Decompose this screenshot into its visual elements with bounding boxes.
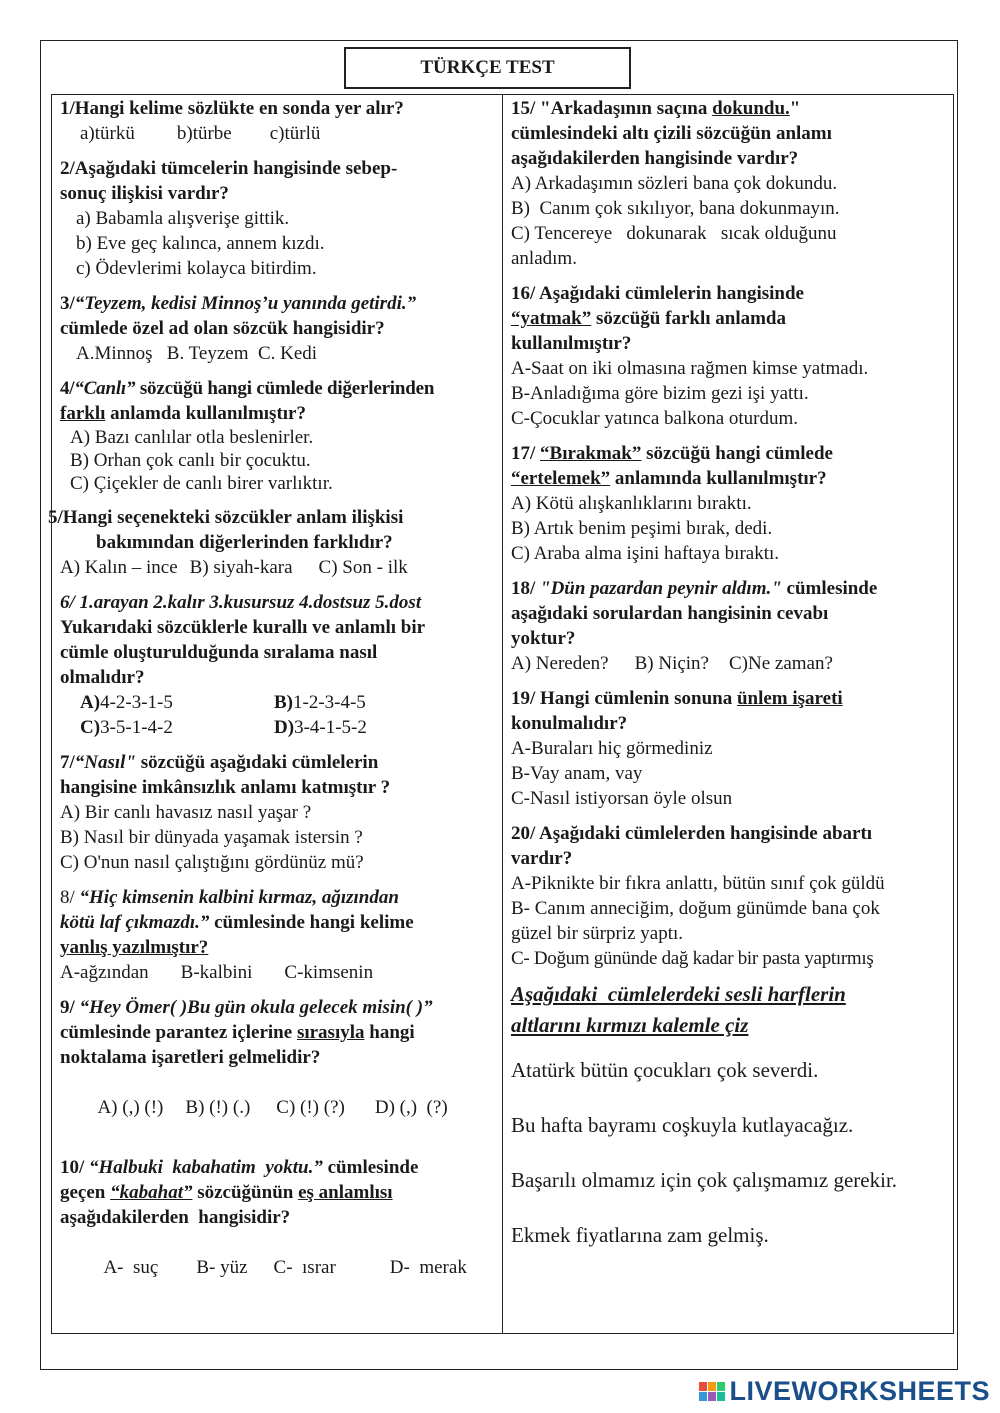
q6-option-c[interactable]: C)3-5-1-4-2: [80, 717, 173, 738]
q7-option-a[interactable]: A) Bir canlı havasız nasıl yaşar ?: [60, 802, 312, 823]
question-20: [511, 821, 949, 971]
question-1: [60, 96, 500, 146]
q8-line-3: yanlış yazılmıştır?: [60, 937, 209, 958]
q6-number: 6/: [60, 592, 75, 613]
q4-underlined-word: farklı: [60, 403, 106, 424]
q20-option-a[interactable]: A-Piknikte bir fıkra anlattı, bütün sınıf çok güldü: [511, 873, 885, 894]
q8-quote-1: “Hiç kimsenin kalbini kırmaz, ağızından: [79, 887, 399, 908]
question-2: [60, 156, 500, 281]
q6-option-b[interactable]: B)1-2-3-4-5: [274, 692, 366, 713]
q6-words: 1.arayan 2.kalır 3.kusursuz 4.dostsuz 5.dost: [74, 592, 422, 613]
question-19: [511, 686, 949, 811]
q9-option-d[interactable]: D) (,) (?): [374, 1097, 448, 1118]
task-title-line-2: altlarını kırmızı kalemle çiz: [511, 1013, 749, 1037]
q19-text: 19/ Hangi cümlenin sonuna: [511, 688, 737, 709]
q10-option-d[interactable]: D- merak: [389, 1257, 467, 1278]
question-16: [511, 281, 949, 431]
q16-line-3: kullanılmıştır?: [511, 333, 632, 354]
q10-text: cümlesinde: [322, 1157, 419, 1178]
q18-option-a[interactable]: A) Nereden?: [511, 653, 609, 674]
q19-option-a[interactable]: A-Buraları hiç görmediniz: [511, 738, 713, 759]
logo-square-3: [717, 1382, 725, 1391]
q17-quote-2: “ertelemek”: [511, 468, 611, 489]
question-9: [60, 995, 500, 1145]
q15-option-a[interactable]: A) Arkadaşımın sözleri bana çok dokundu.: [511, 173, 838, 194]
question-15: [511, 96, 949, 271]
q8-text: cümlesinde hangi kelime: [209, 912, 414, 933]
question-7: [60, 750, 500, 875]
q16-text: sözcüğü farklı anlamda: [591, 308, 787, 329]
q3-options[interactable]: A.Minnoş B. Teyzem C. Kedi: [76, 343, 318, 364]
q6-option-d[interactable]: D)3-4-1-5-2: [274, 717, 367, 738]
q15-underlined-word: dokundu.: [712, 98, 790, 119]
q16-option-a[interactable]: A-Saat on iki olmasına rağmen kimse yatmadı.: [511, 358, 869, 379]
q10-underlined-words: eş anlamlısı: [298, 1182, 393, 1203]
q17-quote: “Bırakmak”: [540, 443, 642, 464]
q18-line-3: yoktur?: [511, 628, 576, 649]
q1-option-c[interactable]: c)türlü: [269, 123, 321, 144]
q18-quote: "Dün pazardan peynir aldım.": [540, 578, 782, 599]
q2-option-c[interactable]: c) Ödevlerimi kolayca bitirdim.: [76, 258, 317, 279]
q1-option-b[interactable]: b)türbe: [176, 123, 232, 144]
page-title: TÜRKÇE TEST: [344, 47, 631, 89]
q1-options: [60, 121, 500, 146]
question-8: [60, 885, 500, 985]
q9-line-3: noktalama işaretleri gelmelidir?: [60, 1047, 321, 1068]
right-column: [511, 96, 949, 1249]
q18-option-b[interactable]: B) Niçin?: [634, 653, 709, 674]
q10-text-2a: geçen: [60, 1182, 111, 1203]
q9-number: 9/: [60, 997, 80, 1018]
q4-text-2: anlamda kullanılmıştır?: [105, 403, 306, 424]
q18-text: cümlesinde: [781, 578, 878, 599]
q9-quote: “Hey Ömer( )Bu gün okula gelecek misin( )”: [79, 997, 433, 1018]
q7-line-2: hangisine imkânsızlık anlamı katmıştır ?: [60, 777, 391, 798]
q9-option-b[interactable]: B) (!) (.): [185, 1097, 251, 1118]
q20-line-2: vardır?: [511, 848, 573, 869]
q4-text: sözcüğü hangi cümlede diğerlerinden: [135, 378, 435, 399]
q15-line-2: cümlesindeki altı çizili sözcüğün anlamı: [511, 123, 832, 144]
task-sentence-4[interactable]: Ekmek fiyatlarına zam gelmiş.: [511, 1223, 769, 1247]
q8-option-a[interactable]: A-ağzından: [60, 962, 149, 983]
question-6: [60, 590, 500, 740]
q16-option-c[interactable]: C-Çocuklar yatınca balkona oturdum.: [511, 408, 799, 429]
q17-text-2: anlamında kullanılmıştır?: [610, 468, 827, 489]
column-divider: [502, 94, 503, 1334]
liveworksheets-logo: [699, 1376, 990, 1407]
q2-line-2: sonuç ilişkisi vardır?: [60, 183, 229, 204]
q4-option-c[interactable]: C) Çiçekler de canlı birer varlıktır.: [70, 473, 333, 494]
q18-option-c[interactable]: C)Ne zaman?: [729, 653, 833, 674]
logo-icon: [699, 1382, 725, 1401]
q5-option-c[interactable]: C) Son - ilk: [318, 557, 408, 578]
q10-option-c[interactable]: C- ısrar: [273, 1257, 336, 1278]
logo-text: LIVEWORKSHEETS: [729, 1376, 990, 1406]
q5-option-b[interactable]: B) siyah-kara: [189, 557, 293, 578]
q17-option-b[interactable]: B) Artık benim peşimi bırak, dedi.: [511, 518, 773, 539]
q19-option-b[interactable]: B-Vay anam, vay: [511, 763, 643, 784]
q20-option-b[interactable]: B- Canım anneciğim, doğum günümde bana çok güzel bir sürpriz yaptı.: [511, 898, 880, 944]
q6-option-a[interactable]: A)4-2-3-1-5: [80, 692, 173, 713]
q8-quote-2: kötü laf çıkmazdı.”: [60, 912, 210, 933]
q20-option-c[interactable]: C- Doğum gününde dağ kadar bir pasta yaptırmış: [511, 948, 874, 969]
q10-option-a[interactable]: A- suç: [103, 1257, 159, 1278]
q4-option-a[interactable]: A) Bazı canlılar otla beslenirler.: [70, 427, 314, 448]
q6-line-2: Yukarıdaki sözcüklerle kurallı ve anlamlı bir: [60, 617, 426, 638]
q5-line-1: 5/Hangi seçenekteki sözcükler anlam ilişkisi: [48, 507, 404, 528]
q9-option-c[interactable]: C) (!) (?): [276, 1097, 345, 1118]
logo-square-4: [699, 1392, 707, 1401]
q19-line-2: konulmalıdır?: [511, 713, 628, 734]
task-sentence-2[interactable]: Bu hafta bayramı coşkuyla kutlayacağız.: [511, 1113, 854, 1137]
q3-quote: “Teyzem, kedisi Minnoş’u yanında getirdi.”: [74, 293, 417, 314]
q9-underlined-word: sırasıyla: [296, 1022, 365, 1043]
logo-square-2: [708, 1382, 716, 1391]
q15-option-c[interactable]: C) Tencereye dokunarak sıcak olduğunu anladım.: [511, 223, 837, 269]
q15-text-b: ": [789, 98, 801, 119]
underline-task: [511, 981, 949, 1249]
q6-line-4: olmalıdır?: [60, 667, 145, 688]
task-title-line-1: Aşağıdaki cümlelerdeki sesli harflerin: [511, 982, 846, 1006]
q7-text: sözcüğü aşağıdaki cümlelerin: [136, 752, 379, 773]
question-3: [60, 291, 500, 366]
q16-line-1: 16/ Aşağıdaki cümlelerin hangisinde: [511, 283, 804, 304]
q17-text: sözcüğü hangi cümlede: [641, 443, 833, 464]
q8-number: 8/: [60, 887, 80, 908]
q8-option-b[interactable]: B-kalbini: [180, 962, 253, 983]
q19-option-c[interactable]: C-Nasıl istiyorsan öyle olsun: [511, 788, 733, 809]
q10-text-2b: sözcüğünün: [192, 1182, 299, 1203]
q8-option-c[interactable]: C-kimsenin: [284, 962, 374, 983]
q4-quote: “Canlı”: [74, 378, 136, 399]
q2-line-1: 2/Aşağıdaki tümcelerin hangisinde sebep-: [60, 158, 398, 179]
q2-option-a[interactable]: a) Babamla alışverişe gittik.: [76, 208, 290, 229]
q10-quote-2: “kabahat”: [110, 1182, 193, 1203]
left-column: [48, 96, 500, 1315]
question-18: [511, 576, 949, 676]
q10-line-3: aşağıdakilerden hangisidir?: [60, 1207, 291, 1228]
q7-option-b[interactable]: B) Nasıl bir dünyada yaşamak istersin ?: [60, 827, 363, 848]
logo-square-1: [699, 1382, 707, 1391]
q17-option-c[interactable]: C) Araba alma işini haftaya bıraktı.: [511, 543, 780, 564]
q4-number: 4/: [60, 378, 75, 399]
q9-option-a[interactable]: A) (,) (!): [97, 1097, 164, 1118]
q3-number: 3/: [60, 293, 75, 314]
q1-text: 1/Hangi kelime sözlükte en sonda yer alır?: [60, 98, 404, 119]
q17-option-a[interactable]: A) Kötü alışkanlıklarını bıraktı.: [511, 493, 752, 514]
q19-underlined-words: ünlem işareti: [736, 688, 843, 709]
q5-option-a[interactable]: A) Kalın – ince: [60, 557, 178, 578]
q9-text-b: hangi: [364, 1022, 415, 1043]
question-10: [60, 1155, 500, 1305]
task-sentence-3[interactable]: Başarılı olmamız için çok çalışmamız gerekir.: [511, 1168, 898, 1192]
q10-option-b[interactable]: B- yüz: [196, 1257, 248, 1278]
q15-option-b[interactable]: B) Canım çok sıkılıyor, bana dokunmayın.: [511, 198, 840, 219]
q10-quote: “Halbuki kabahatim yoktu.”: [89, 1157, 323, 1178]
question-17: [511, 441, 949, 566]
q15-text-a: 15/ "Arkadaşının saçına: [511, 98, 713, 119]
q18-line-2: aşağıdaki sorulardan hangisinin cevabı: [511, 603, 829, 624]
q10-number: 10/: [60, 1157, 90, 1178]
q18-number: 18/: [511, 578, 541, 599]
question-5: [48, 505, 500, 580]
q4-option-b[interactable]: B) Orhan çok canlı bir çocuktu.: [70, 450, 311, 471]
q6-line-3: cümle oluşturulduğunda sıralama nasıl: [60, 642, 378, 663]
q16-quote: “yatmak”: [511, 308, 592, 329]
q7-number: 7/: [60, 752, 75, 773]
q9-text-a: cümlesinde parantez içlerine: [60, 1022, 297, 1043]
question-4: [60, 376, 500, 495]
q7-option-c[interactable]: C) O'nun nasıl çalıştığını gördünüz mü?: [60, 852, 364, 873]
q5-line-2: bakımından diğerlerinden farklıdır?: [96, 532, 393, 553]
q1-option-a[interactable]: a)türkü: [80, 123, 135, 144]
q16-option-b[interactable]: B-Anladığıma göre bizim gezi işi yattı.: [511, 383, 809, 404]
q2-option-b[interactable]: b) Eve geç kalınca, annem kızdı.: [76, 233, 325, 254]
q7-quote: “Nasıl": [74, 752, 137, 773]
q20-line-1: 20/ Aşağıdaki cümlelerden hangisinde abartı: [511, 823, 873, 844]
q3-line-2: cümlede özel ad olan sözcük hangisidir?: [60, 318, 385, 339]
q15-line-3: aşağıdakilerden hangisinde vardır?: [511, 148, 799, 169]
logo-square-5: [708, 1392, 716, 1401]
task-sentence-1[interactable]: Atatürk bütün çocukları çok severdi.: [511, 1058, 819, 1082]
q17-number: 17/: [511, 443, 541, 464]
logo-square-6: [717, 1392, 725, 1401]
